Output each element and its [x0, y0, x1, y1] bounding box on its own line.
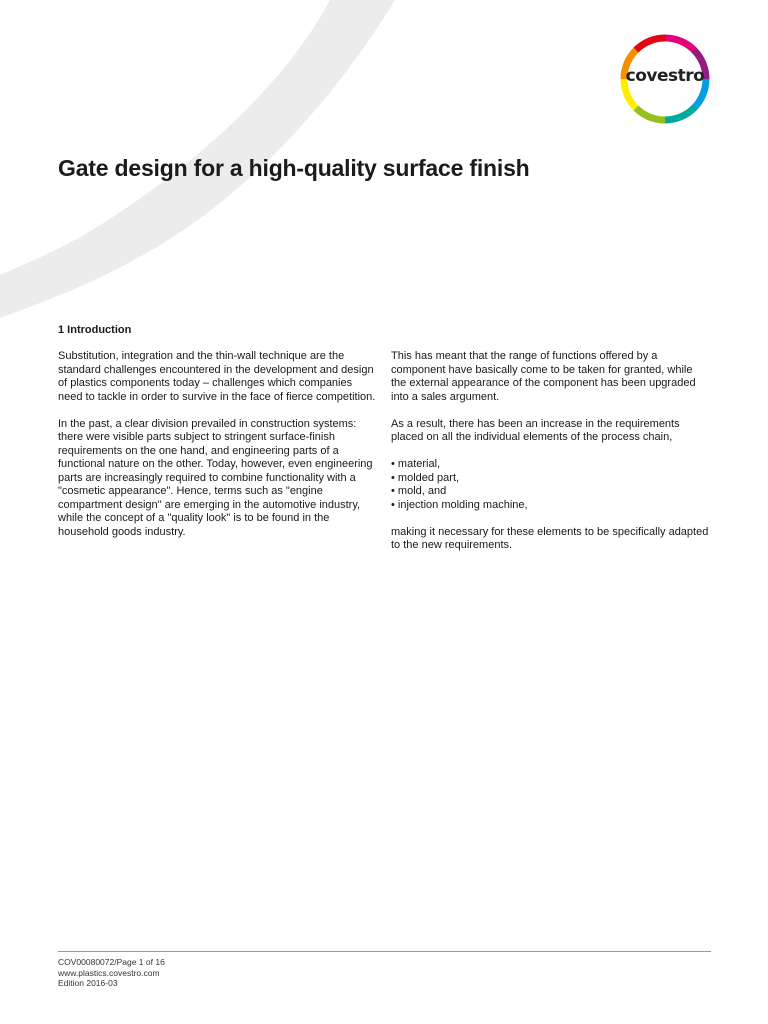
footer-website-link[interactable]: www.plastics.covestro.com — [58, 967, 160, 978]
paragraph: In the past, a clear division prevailed in construction systems: there were visible parts subject to stringent surface-finish requirements on the one hand, and engineering parts of a functional nature on the other. Today, however, even engineering parts are increasingly required to combine functionality with a "cosmetic appearance". Hence, terms such as "engine compartment design" are emerging in the automotive industry, while the concept of a "quality look" is to be found in the household goods industry. — [58, 417, 373, 538]
process-chain-list — [391, 458, 709, 512]
document-title: Gate design for a high-quality surface finish — [58, 155, 530, 181]
footer-divider — [58, 951, 711, 952]
logo-ring-segment — [665, 38, 695, 51]
footer-edition: Edition 2016-03 — [58, 978, 118, 988]
covestro-logo — [618, 32, 712, 126]
paragraph: making it necessary for these elements to be specifically adapted to the new requirements. — [391, 525, 709, 551]
paragraph: This has meant that the range of functions offered by a component have basically come to be taken for granted, while the external appearance of the component has been upgraded into a sales argument. — [391, 350, 696, 403]
footer — [58, 957, 165, 989]
logo-ring-segment — [636, 38, 666, 50]
list-item: • material, — [391, 458, 709, 472]
logo-ring-segment — [664, 108, 694, 120]
list-item: • injection molding machine, — [391, 499, 709, 513]
list-item: • molded part, — [391, 472, 709, 486]
paragraph: As a result, there has been an increase in the requirements placed on all the individual elements of the process chain, — [391, 417, 680, 443]
footer-doc-page: COV00080072/Page 1 of 16 — [58, 957, 165, 967]
logo-ring-segment — [635, 107, 665, 120]
paragraph: Substitution, integration and the thin-wall technique are the standard challenges encountered in the development and design of plastics components today – challenges which companies need to tackle in order to survive in the face of fierce competition. — [58, 350, 376, 403]
logo-wordmark: covestro — [625, 66, 705, 86]
right-text-column — [391, 350, 709, 566]
left-text-column — [58, 350, 376, 553]
list-item: • mold, and — [391, 485, 709, 499]
section-heading-introduction: 1 Introduction — [58, 324, 132, 336]
